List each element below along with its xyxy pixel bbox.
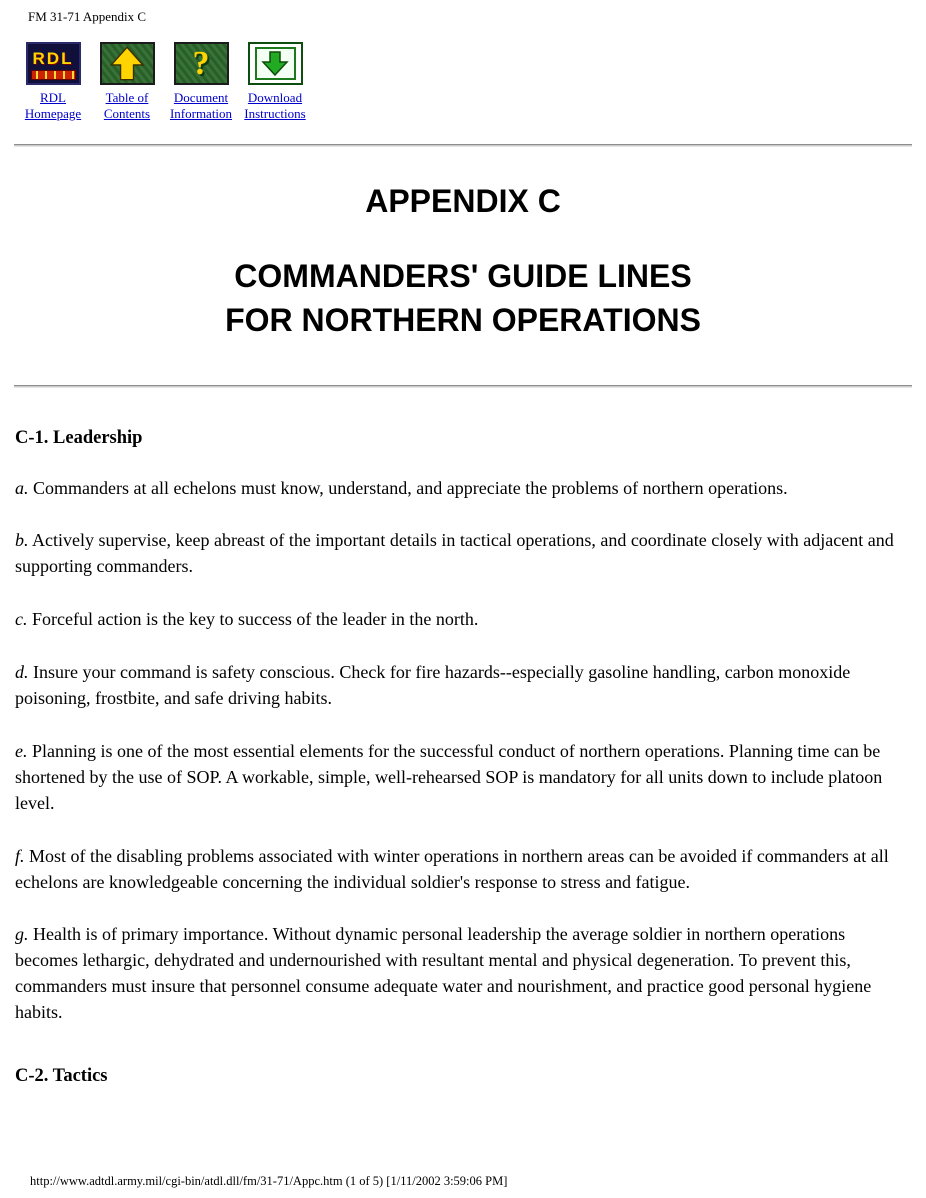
nav-label-line: Homepage — [24, 105, 82, 121]
page-title-line-2: FOR NORTHERN OPERATIONS — [225, 302, 701, 339]
paragraph-marker: a. — [15, 477, 29, 498]
up-arrow-glyph — [102, 42, 153, 85]
nav-label-line: Information — [169, 105, 233, 121]
download-arrow-frame — [255, 47, 296, 80]
question-mark-icon[interactable] — [174, 42, 229, 85]
section-heading-c2: C-2. Tactics — [15, 1066, 108, 1087]
paragraph-e — [15, 739, 902, 817]
paragraph-d — [15, 660, 902, 712]
nav-item-download-instructions — [242, 42, 308, 121]
question-mark-glyph: ? — [192, 44, 210, 82]
page-title — [0, 254, 926, 342]
nav-icon-bar — [0, 25, 926, 121]
paragraph-text: Insure your command is safety conscious. Check for fire hazards--especially gasoline handling, carbon monoxide poisoning, frostbite, and safe driving habits. — [15, 662, 851, 709]
nav-item-table-of-contents — [94, 42, 160, 121]
page-title-line-1: COMMANDERS' GUIDE LINES — [234, 258, 692, 295]
rdl-homepage-link[interactable] — [25, 90, 81, 121]
nav-label-line: RDL — [40, 90, 66, 105]
nav-label-line: Download — [247, 90, 303, 105]
paragraph-g — [15, 922, 902, 1026]
download-instructions-link[interactable] — [244, 90, 305, 121]
up-arrow-icon[interactable] — [100, 42, 155, 85]
nav-label-line: Table of — [105, 90, 149, 105]
rdl-logo-text: RDL — [32, 49, 74, 68]
paragraph-text: Actively supervise, keep abreast of the important details in tactical operations, and coordinate closely with adjacent and supporting commanders. — [15, 530, 894, 577]
horizontal-rule-top — [14, 144, 912, 147]
nav-label-line: Contents — [103, 105, 151, 121]
paragraph-marker: d. — [15, 662, 29, 683]
appendix-title: APPENDIX C — [365, 183, 561, 220]
nav-label-line: Document — [173, 90, 229, 105]
paragraph-marker: b. — [15, 530, 29, 551]
paragraph-b — [15, 528, 902, 580]
download-arrow-icon[interactable] — [248, 42, 303, 85]
nav-label-line: Instructions — [244, 105, 306, 121]
footer-url: http://www.adtdl.army.mil/cgi-bin/atdl.dll/fm/31-71/Appc.htm (1 of 5) [1/11/2002 3:59:06 PM] — [30, 1174, 508, 1188]
paragraph-f — [15, 844, 902, 896]
nav-item-document-information — [168, 42, 234, 121]
document-body — [0, 428, 926, 1088]
section-heading-c1: C-1. Leadership — [15, 427, 143, 448]
paragraph-text: Commanders at all echelons must know, understand, and appreciate the problems of northern operations. — [33, 477, 788, 498]
paragraph-text: Health is of primary importance. Without dynamic personal leadership the average soldier in northern operations becomes lethargic, dehydrated and undernourished with resultant mental and physical degeneration. To prevent this, commanders must insure that personnel consume adequate water and nourishment, and practice good personal hygiene habits. — [15, 924, 872, 1023]
paragraph-a — [15, 476, 902, 502]
down-arrow-glyph — [258, 49, 293, 78]
paragraph-marker: e. — [15, 740, 28, 761]
nav-item-rdl-homepage — [20, 42, 86, 121]
paragraph-text: Planning is one of the most essential elements for the successful conduct of northern operations. Planning time can be shortened by the use of SOP. A workable, simple, well-rehearsed SOP is mandatory for all units down to include platoon level. — [15, 740, 883, 813]
paragraph-marker: c. — [15, 609, 28, 630]
paragraph-marker: f. — [15, 845, 25, 866]
horizontal-rule-middle — [14, 385, 912, 388]
paragraph-text: Most of the disabling problems associated with winter operations in northern areas can be avoided if commanders at all echelons are knowledgeable concerning the individual soldier's response to stress and fatigue. — [15, 845, 889, 892]
paragraph-marker: g. — [15, 924, 29, 945]
paragraph-text: Forceful action is the key to success of the leader in the north. — [32, 609, 479, 630]
document-information-link[interactable] — [170, 90, 232, 121]
document-id-label: FM 31-71 Appendix C — [28, 9, 147, 24]
table-of-contents-link[interactable] — [104, 90, 150, 121]
rdl-logo-icon[interactable] — [26, 42, 81, 85]
paragraph-c — [15, 607, 902, 633]
rdl-logo-banner — [31, 70, 76, 80]
